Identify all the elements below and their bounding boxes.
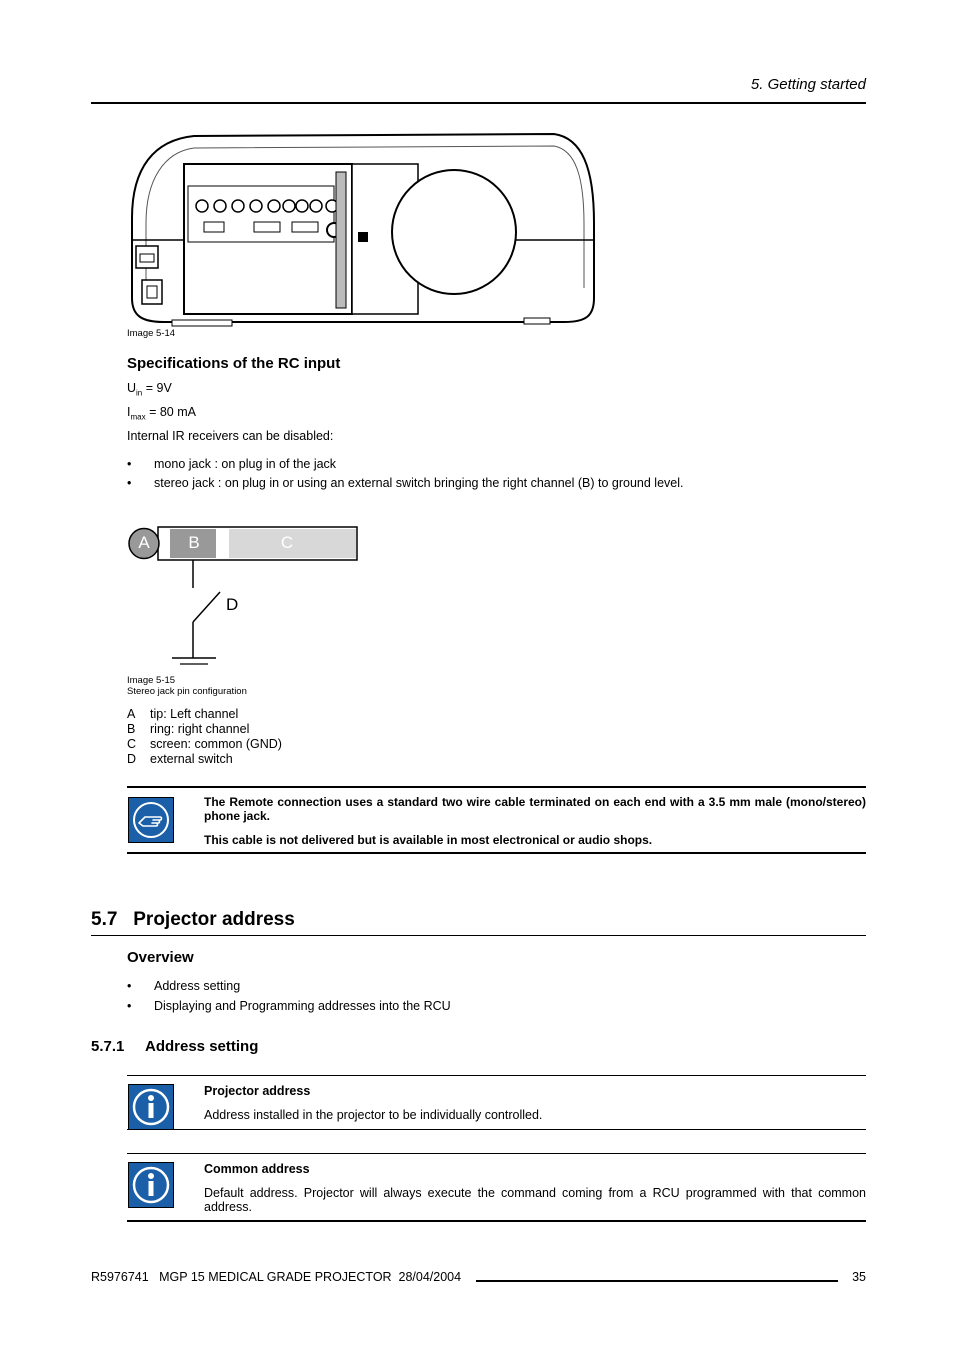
info-box-bottom-rule [127, 1129, 866, 1130]
info-box-top-rule [127, 1153, 866, 1154]
info-box-top-rule [127, 1075, 866, 1076]
legend-key: A [127, 707, 136, 721]
pointing-hand-icon [128, 797, 174, 843]
overview-heading: Overview [127, 949, 194, 966]
jack-label-a: A [138, 533, 150, 552]
section-rule [91, 935, 866, 936]
footer-doc-info: R5976741 MGP 15 MEDICAL GRADE PROJECTOR 28/04/2004 [91, 1270, 462, 1284]
image-5-15-caption: Image 5-15 [127, 675, 176, 686]
bullet-dot: • [127, 979, 132, 993]
jack-label-d: D [226, 595, 239, 614]
bullet-dot: • [127, 457, 132, 471]
header-rule [91, 102, 866, 104]
ir-disable-text: Internal IR receivers can be disabled: [127, 429, 334, 443]
legend-value: external switch [150, 752, 233, 766]
legend-key: B [127, 722, 136, 736]
uin-spec [127, 381, 172, 398]
list-item [127, 999, 867, 1015]
bullet-dot: • [127, 476, 132, 490]
section-title: 5.7 Projector address [91, 909, 295, 930]
info-icon [128, 1084, 174, 1130]
legend-row [127, 707, 527, 722]
note-text-1: The Remote connection uses a standard two wire cable terminated on each end with a 3.5 mm male (mono/stereo) phone jack. [204, 795, 866, 823]
subsection-number: 5.7.1 [91, 1038, 125, 1055]
list-item [127, 457, 867, 473]
uin-value: = 9V [142, 381, 172, 395]
legend-value: tip: Left channel [150, 707, 239, 721]
list-item [127, 979, 867, 995]
info-text: Address installed in the projector to be individually controlled. [204, 1108, 543, 1122]
info-box-bottom-rule [127, 1220, 866, 1222]
footer-rule [476, 1280, 838, 1282]
imax-value: = 80 mA [145, 405, 196, 419]
note-top-rule [127, 786, 866, 788]
legend-key: D [127, 752, 137, 766]
legend-row [127, 737, 527, 752]
note-bottom-rule [127, 852, 866, 854]
legend-value: screen: common (GND) [150, 737, 282, 751]
info-icon [128, 1162, 174, 1208]
note-text-2: This cable is not delivered but is available in most electronical or audio shops. [204, 833, 653, 847]
info-heading: Common address [204, 1162, 310, 1176]
bullet-text: stereo jack : on plug in or using an external switch bringing the right channel (B) to ground level. [154, 476, 684, 490]
legend-row [127, 752, 527, 767]
running-header: 5. Getting started [750, 76, 866, 93]
legend-value: ring: right channel [150, 722, 250, 736]
legend-key: C [127, 737, 137, 751]
bullet-text: Address setting [154, 979, 241, 993]
info-heading: Projector address [204, 1084, 311, 1098]
image-5-14-caption: Image 5-14 [127, 328, 176, 339]
bullet-text: mono jack : on plug in of the jack [154, 457, 337, 471]
info-text: Default address. Projector will always execute the command coming from a RCU programmed with that common address. [204, 1186, 866, 1214]
imax-subscript: max [130, 412, 146, 422]
legend-row [127, 722, 527, 737]
uin-subscript: in [136, 388, 143, 398]
imax-symbol: I [127, 405, 131, 419]
uin-symbol: U [127, 381, 137, 395]
page-number: 35 [852, 1270, 866, 1284]
image-5-15-subcaption: Stereo jack pin configuration [127, 686, 247, 697]
imax-spec [127, 405, 196, 422]
list-item [127, 476, 867, 492]
jack-label-b: B [188, 533, 200, 552]
stereo-jack-diagram [124, 524, 364, 670]
jack-label-c: C [280, 533, 294, 552]
bullet-text: Displaying and Programming addresses into the RCU [154, 999, 451, 1013]
rc-spec-heading: Specifications of the RC input [127, 355, 341, 372]
bullet-dot: • [127, 999, 132, 1013]
subsection-title: Address setting [145, 1038, 259, 1055]
projector-rear-illustration [124, 128, 600, 328]
